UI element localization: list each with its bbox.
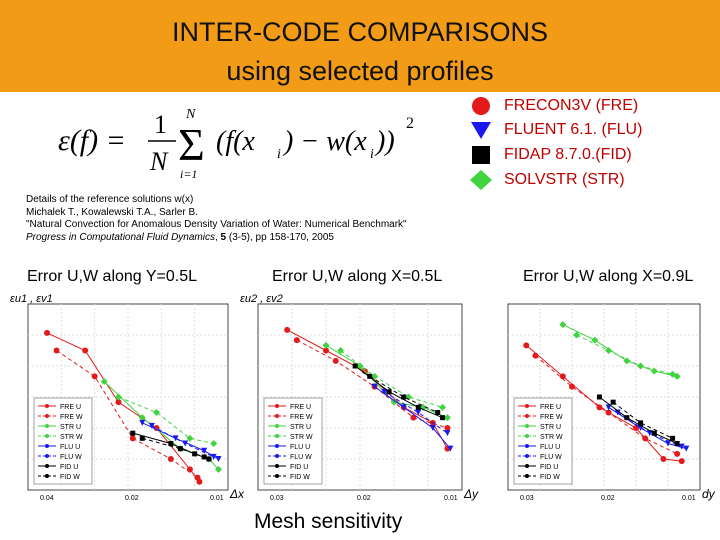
- plot-marker: [597, 395, 602, 400]
- plot-legend-label: FLU U: [540, 444, 561, 451]
- legend-label: FIDAP 8.7.0.(FID): [504, 146, 632, 163]
- plot-marker: [642, 435, 648, 441]
- plot-marker: [638, 420, 643, 425]
- formula-sum-bottom: i=1: [180, 167, 198, 180]
- plot-marker: [523, 342, 529, 348]
- legend-str: [470, 170, 625, 190]
- sum-icon: Σ: [178, 119, 205, 170]
- plot-legend-label: FLU W: [540, 454, 562, 461]
- plot-marker: [435, 410, 440, 415]
- plot-x-tick: 0.03: [520, 495, 534, 502]
- error-plot-3: [486, 290, 718, 502]
- caption-plot-3: Error U,W along X=0.9L: [523, 268, 694, 285]
- plot-legend-label: FLU W: [60, 454, 82, 461]
- formula-frac-den: N: [150, 147, 168, 176]
- plot-x-tick: 0.01: [682, 495, 696, 502]
- plot-legend-label: FRE W: [290, 414, 313, 421]
- plot-marker: [294, 337, 300, 343]
- plot-marker: [130, 435, 136, 441]
- plot-marker: [168, 456, 174, 462]
- formula-sum-top: N: [186, 107, 196, 122]
- plot-marker: [195, 475, 201, 481]
- plot-marker: [82, 348, 88, 354]
- plot-y-label: εu2 , εv2: [240, 293, 283, 305]
- plot-marker: [532, 353, 538, 359]
- black-square-icon: [470, 145, 492, 165]
- formula-mid: ) − w(x: [284, 126, 367, 157]
- plot-legend-label: STR W: [290, 434, 313, 441]
- reference-title: "Natural Convection for Anomalous Density Variation of Water: Numerical Benchmark": [26, 219, 407, 230]
- plot-x-tick: 0.02: [125, 495, 139, 502]
- plot-legend-label: STR U: [540, 424, 561, 431]
- plot-legend-label: FID U: [540, 464, 559, 471]
- plot-legend-label: FLU U: [290, 444, 311, 451]
- plot-x-label: Δy: [464, 487, 479, 501]
- caption-plot-2: Error U,W along X=0.5L: [272, 268, 443, 285]
- plot-legend-label: FLU W: [290, 454, 312, 461]
- plot-marker: [652, 431, 657, 436]
- plot-marker: [168, 441, 173, 446]
- legend-fre: [470, 96, 638, 116]
- formula-close: )): [376, 126, 395, 157]
- plot-x-tick: 0.01: [210, 495, 224, 502]
- plot-legend-label: FID U: [60, 464, 79, 471]
- slide-subtitle: using selected profiles: [226, 56, 494, 86]
- plot-marker: [206, 457, 211, 462]
- plot-marker: [670, 436, 675, 441]
- plot-marker: [606, 410, 612, 416]
- plot-marker: [624, 415, 629, 420]
- error-formula: [58, 100, 418, 180]
- legend-flu: [470, 120, 642, 140]
- green-diamond-icon: [470, 170, 492, 190]
- plot-marker: [416, 405, 421, 410]
- legend-fid: [470, 145, 632, 165]
- plot-legend-label: FID W: [540, 474, 560, 481]
- plot-legend-label: FRE W: [60, 414, 83, 421]
- plot-legend-label: STR W: [540, 434, 563, 441]
- formula-body: (f(x: [216, 126, 255, 157]
- plot-legend-label: FID W: [60, 474, 80, 481]
- reference-line: Details of the reference solutions w(x): [26, 194, 194, 205]
- plot-legend-label: FID U: [290, 464, 309, 471]
- plot-marker: [401, 395, 406, 400]
- error-plot-1: [6, 290, 246, 502]
- plot-x-tick: 0.04: [40, 495, 54, 502]
- plot-legend-label: STR U: [290, 424, 311, 431]
- formula-lhs: ε(f) =: [58, 124, 126, 157]
- plot-marker: [387, 389, 392, 394]
- plot-marker: [284, 327, 290, 333]
- plot-x-tick: 0.02: [357, 495, 371, 502]
- plot-marker: [569, 384, 575, 390]
- plot-x-tick: 0.02: [601, 495, 615, 502]
- formula-sub-2: i: [370, 147, 374, 162]
- caption-plot-1: Error U,W along Y=0.5L: [27, 268, 198, 285]
- red-circle-icon: [470, 96, 492, 116]
- plot-marker: [54, 348, 60, 354]
- plot-marker: [674, 451, 680, 457]
- plot-marker: [92, 373, 98, 379]
- plot-marker: [596, 404, 602, 410]
- reference-note: [26, 194, 407, 244]
- plot-x-tick: 0.03: [270, 495, 284, 502]
- plot-legend-label: FID W: [290, 474, 310, 481]
- formula-power: 2: [406, 115, 414, 132]
- plot-marker: [367, 374, 372, 379]
- plot-marker: [440, 415, 445, 420]
- plot-marker: [202, 454, 207, 459]
- legend-label: FRECON3V (FRE): [504, 97, 639, 114]
- plot-marker: [178, 446, 183, 451]
- slide-title: INTER-CODE COMPARISONS: [171, 17, 549, 47]
- formula-sub-1: i: [277, 147, 281, 162]
- plot-legend-label: STR U: [60, 424, 81, 431]
- plot-legend-label: FRE U: [290, 404, 311, 411]
- footer-caption: Mesh sensitivity: [254, 510, 403, 533]
- plot-marker: [187, 466, 193, 472]
- plot-marker: [660, 456, 666, 462]
- plot-legend-label: FRE U: [60, 404, 81, 411]
- plot-marker: [444, 425, 450, 431]
- plot-marker: [140, 436, 145, 441]
- plot-x-label: Δx: [230, 487, 245, 501]
- formula-frac-num: 1: [154, 110, 167, 139]
- error-plot-2: [236, 290, 480, 502]
- plot-legend-label: STR W: [60, 434, 83, 441]
- plot-legend-label: FRE W: [540, 414, 563, 421]
- plot-marker: [130, 431, 135, 436]
- reference-authors: Michalek T., Kowalewski T.A., Sarler B.: [26, 206, 198, 218]
- plot-marker: [679, 458, 685, 464]
- blue-triangle-icon: [470, 120, 492, 140]
- plot-marker: [44, 330, 50, 336]
- plot-legend-label: FLU U: [60, 444, 81, 451]
- plot-x-label: dy: [702, 487, 715, 501]
- plot-marker: [353, 364, 358, 369]
- reference-journal: Progress in Computational Fluid Dynamics, 5 (3-5), pp 158-170, 2005: [26, 231, 334, 243]
- legend-label: SOLVSTR (STR): [504, 171, 625, 188]
- plot-marker: [675, 441, 680, 446]
- plot-x-tick: 0.01: [444, 495, 458, 502]
- plot-marker: [333, 358, 339, 364]
- plot-y-label: εu1 , εv1: [10, 293, 53, 305]
- legend-label: FLUENT 6.1. (FLU): [504, 121, 643, 138]
- plot-legend-label: FRE U: [540, 404, 561, 411]
- plot-marker: [611, 400, 616, 405]
